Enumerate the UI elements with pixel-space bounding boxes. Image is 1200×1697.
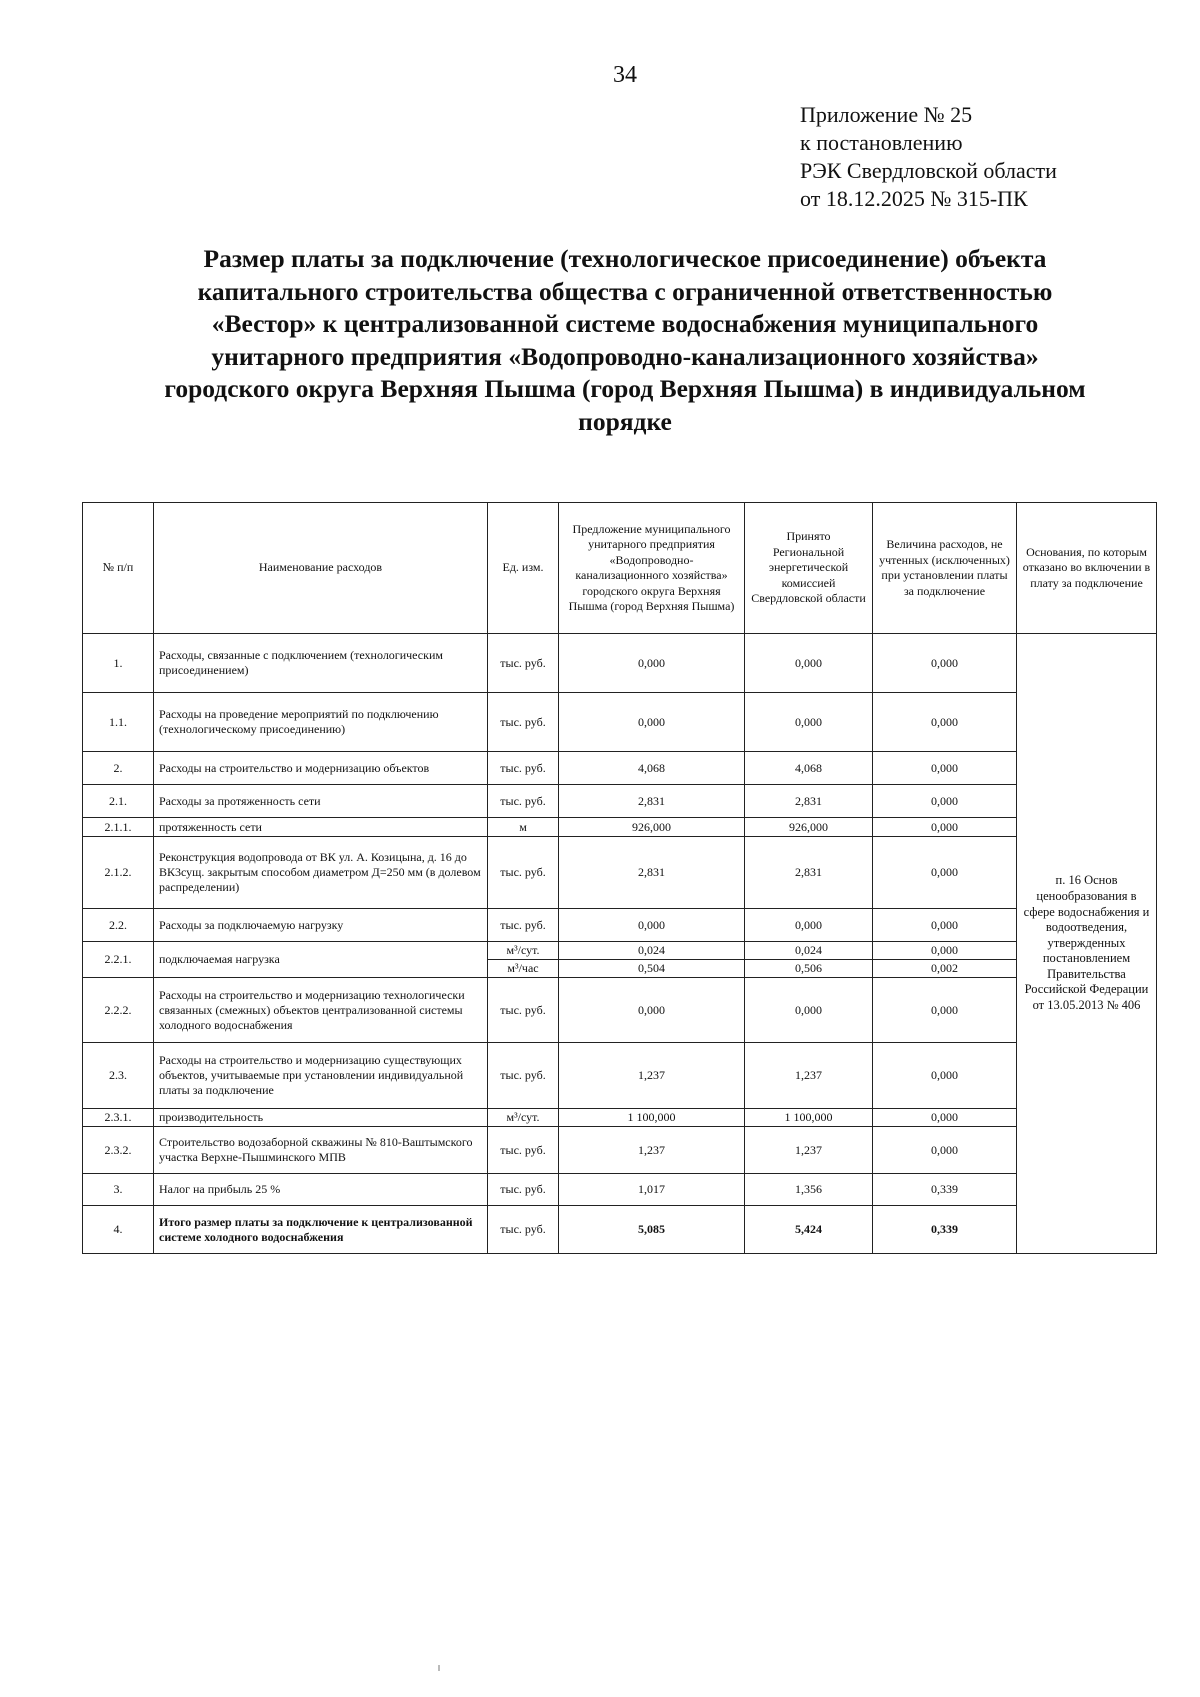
row-accepted-value: 1 100,000 [745, 1109, 873, 1127]
row-accepted-value: 926,000 [745, 818, 873, 837]
table-header-row [83, 503, 1157, 634]
row-number: 2.1. [83, 785, 154, 818]
row-number: 2.1.1. [83, 818, 154, 837]
title-line: Размер платы за подключение (технологическое присоединение) объекта [203, 244, 1047, 273]
row-proposal-value: 4,068 [559, 752, 745, 785]
appendix-line: от 18.12.2025 № 315-ПК [800, 186, 1028, 211]
row-unit: тыс. руб. [488, 693, 559, 752]
row-excluded-value: 0,000 [873, 693, 1017, 752]
table-row [83, 634, 1157, 693]
row-unit: тыс. руб. [488, 1043, 559, 1109]
row-excluded-value: 0,339 [873, 1206, 1017, 1254]
row-accepted-value: 0,024 [745, 942, 873, 960]
row-unit: тыс. руб. [488, 1174, 559, 1206]
row-accepted-value: 5,424 [745, 1206, 873, 1254]
row-unit: тыс. руб. [488, 978, 559, 1043]
table-row [83, 978, 1157, 1043]
row-accepted-value: 0,000 [745, 634, 873, 693]
row-proposal-value: 2,831 [559, 837, 745, 909]
row-name: производительность [154, 1109, 488, 1127]
document-title [60, 243, 1190, 438]
row-excluded-value: 0,000 [873, 785, 1017, 818]
table-body [83, 634, 1157, 1254]
title-line: унитарного предприятия «Водопроводно-канализационного хозяйства» [211, 341, 1039, 371]
row-unit: м³/сут. [488, 1109, 559, 1127]
row-number: 2.3.2. [83, 1127, 154, 1174]
row-proposal-value: 1,017 [559, 1174, 745, 1206]
row-excluded-value: 0,339 [873, 1174, 1017, 1206]
row-excluded-value: 0,000 [873, 978, 1017, 1043]
row-number: 2.2.1. [83, 942, 154, 978]
row-excluded-value: 0,000 [873, 909, 1017, 942]
table-row [83, 1174, 1157, 1206]
header-accepted: Принято Региональной энергетической комиссией Свердловской области [745, 503, 873, 634]
row-unit: тыс. руб. [488, 634, 559, 693]
table-row [83, 1206, 1157, 1254]
row-name: Строительство водозаборной скважины № 810-Ваштымского участка Верхне-Пышминского МПВ [154, 1127, 488, 1174]
row-proposal-value: 0,024 [559, 942, 745, 960]
row-proposal-value: 0,000 [559, 634, 745, 693]
row-name: Расходы, связанные с подключением (технологическим присоединением) [154, 634, 488, 693]
row-accepted-value: 2,831 [745, 785, 873, 818]
row-number: 2.2.2. [83, 978, 154, 1043]
row-number: 2.3. [83, 1043, 154, 1109]
row-accepted-value: 0,506 [745, 960, 873, 978]
appendix-line: к постановлению [800, 130, 963, 155]
row-excluded-value: 0,000 [873, 837, 1017, 909]
row-accepted-value: 0,000 [745, 693, 873, 752]
header-basis: Основания, по которым отказано во включении в плату за подключение [1017, 503, 1157, 634]
row-name: протяженность сети [154, 818, 488, 837]
row-name: Налог на прибыль 25 % [154, 1174, 488, 1206]
row-excluded-value: 0,000 [873, 1109, 1017, 1127]
row-accepted-value: 1,237 [745, 1043, 873, 1109]
title-line: капитального строительства общества с ограниченной ответственностью [197, 276, 1053, 306]
table-row [83, 1109, 1157, 1127]
row-proposal-value: 0,504 [559, 960, 745, 978]
row-proposal-value: 0,000 [559, 693, 745, 752]
row-excluded-value: 0,000 [873, 1127, 1017, 1174]
row-unit: тыс. руб. [488, 1206, 559, 1254]
row-proposal-value: 1,237 [559, 1043, 745, 1109]
row-excluded-value: 0,000 [873, 634, 1017, 693]
row-name: Расходы на строительство и модернизацию объектов [154, 752, 488, 785]
costs-table [82, 502, 1157, 1254]
row-name: Расходы на проведение мероприятий по подключению (технологическому присоединению) [154, 693, 488, 752]
header-num: № п/п [83, 503, 154, 634]
row-name: Итого размер платы за подключение к централизованной системе холодного водоснабжения [154, 1206, 488, 1254]
basis-cell: п. 16 Основ ценообразования в сфере водоснабжения и водоотведения, утвержденных постановлением Правительства Российской Федерации от 13.05.2013 № 406 [1017, 634, 1157, 1254]
row-excluded-value: 0,000 [873, 1043, 1017, 1109]
table-row [83, 693, 1157, 752]
title-line: «Вестор» к централизованной системе водоснабжения муниципального [211, 309, 1039, 338]
header-unit: Ед. изм. [488, 503, 559, 634]
row-unit: м [488, 818, 559, 837]
row-excluded-value: 0,000 [873, 942, 1017, 960]
row-name: Расходы за протяженность сети [154, 785, 488, 818]
row-name: Расходы на строительство и модернизацию существующих объектов, учитываемые при установлении индивидуальной платы за подключение [154, 1043, 488, 1109]
row-number: 2.3.1. [83, 1109, 154, 1127]
table-row [83, 1127, 1157, 1174]
row-name: подключаемая нагрузка [154, 942, 488, 978]
table-row [83, 1043, 1157, 1109]
row-number: 3. [83, 1174, 154, 1206]
row-unit: тыс. руб. [488, 785, 559, 818]
title-line: порядке [578, 406, 672, 436]
header-name: Наименование расходов [154, 503, 488, 634]
row-excluded-value: 0,002 [873, 960, 1017, 978]
header-excluded: Величина расходов, не учтенных (исключенных) при установлении платы за подключение [873, 503, 1017, 634]
table-row [83, 942, 1157, 960]
table-row [83, 837, 1157, 909]
table-row [83, 818, 1157, 837]
row-unit: тыс. руб. [488, 1127, 559, 1174]
appendix-line: Приложение № 25 [800, 102, 973, 127]
row-name: Реконструкция водопровода от ВК ул. А. Козицына, д. 16 до ВК3сущ. закрытым способом диаметром Д=250 мм (в долевом распределении) [154, 837, 488, 909]
row-proposal-value: 1 100,000 [559, 1109, 745, 1127]
row-excluded-value: 0,000 [873, 752, 1017, 785]
row-unit: тыс. руб. [488, 752, 559, 785]
table-row [83, 909, 1157, 942]
row-number: 2. [83, 752, 154, 785]
row-proposal-value: 5,085 [559, 1206, 745, 1254]
row-number: 1.1. [83, 693, 154, 752]
row-proposal-value: 0,000 [559, 978, 745, 1043]
row-proposal-value: 1,237 [559, 1127, 745, 1174]
row-accepted-value: 1,237 [745, 1127, 873, 1174]
row-number: 1. [83, 634, 154, 693]
row-accepted-value: 0,000 [745, 978, 873, 1043]
row-accepted-value: 2,831 [745, 837, 873, 909]
row-excluded-value: 0,000 [873, 818, 1017, 837]
table-row [83, 752, 1157, 785]
header-proposal: Предложение муниципального унитарного предприятия «Водопроводно-канализационного хозяйства» городского округа Верхняя Пышма (город Верхняя Пышма) [559, 503, 745, 634]
row-unit: м³/час [488, 960, 559, 978]
row-name: Расходы за подключаемую нагрузку [154, 909, 488, 942]
row-proposal-value: 926,000 [559, 818, 745, 837]
row-accepted-value: 1,356 [745, 1174, 873, 1206]
row-unit: тыс. руб. [488, 837, 559, 909]
page-number: 34 [613, 62, 637, 88]
table-row [83, 785, 1157, 818]
row-unit: м³/сут. [488, 942, 559, 960]
appendix-block [800, 101, 1057, 213]
row-proposal-value: 2,831 [559, 785, 745, 818]
row-number: 2.2. [83, 909, 154, 942]
row-accepted-value: 4,068 [745, 752, 873, 785]
scan-mark [438, 1665, 440, 1671]
row-number: 2.1.2. [83, 837, 154, 909]
row-accepted-value: 0,000 [745, 909, 873, 942]
row-unit: тыс. руб. [488, 909, 559, 942]
row-name: Расходы на строительство и модернизацию технологически связанных (смежных) объектов централизованной системы холодного водоснабжения [154, 978, 488, 1043]
row-number: 4. [83, 1206, 154, 1254]
title-line: городского округа Верхняя Пышма (город Верхняя Пышма) в индивидуальном [164, 374, 1086, 403]
appendix-line: РЭК Свердловской области [800, 158, 1057, 183]
row-proposal-value: 0,000 [559, 909, 745, 942]
